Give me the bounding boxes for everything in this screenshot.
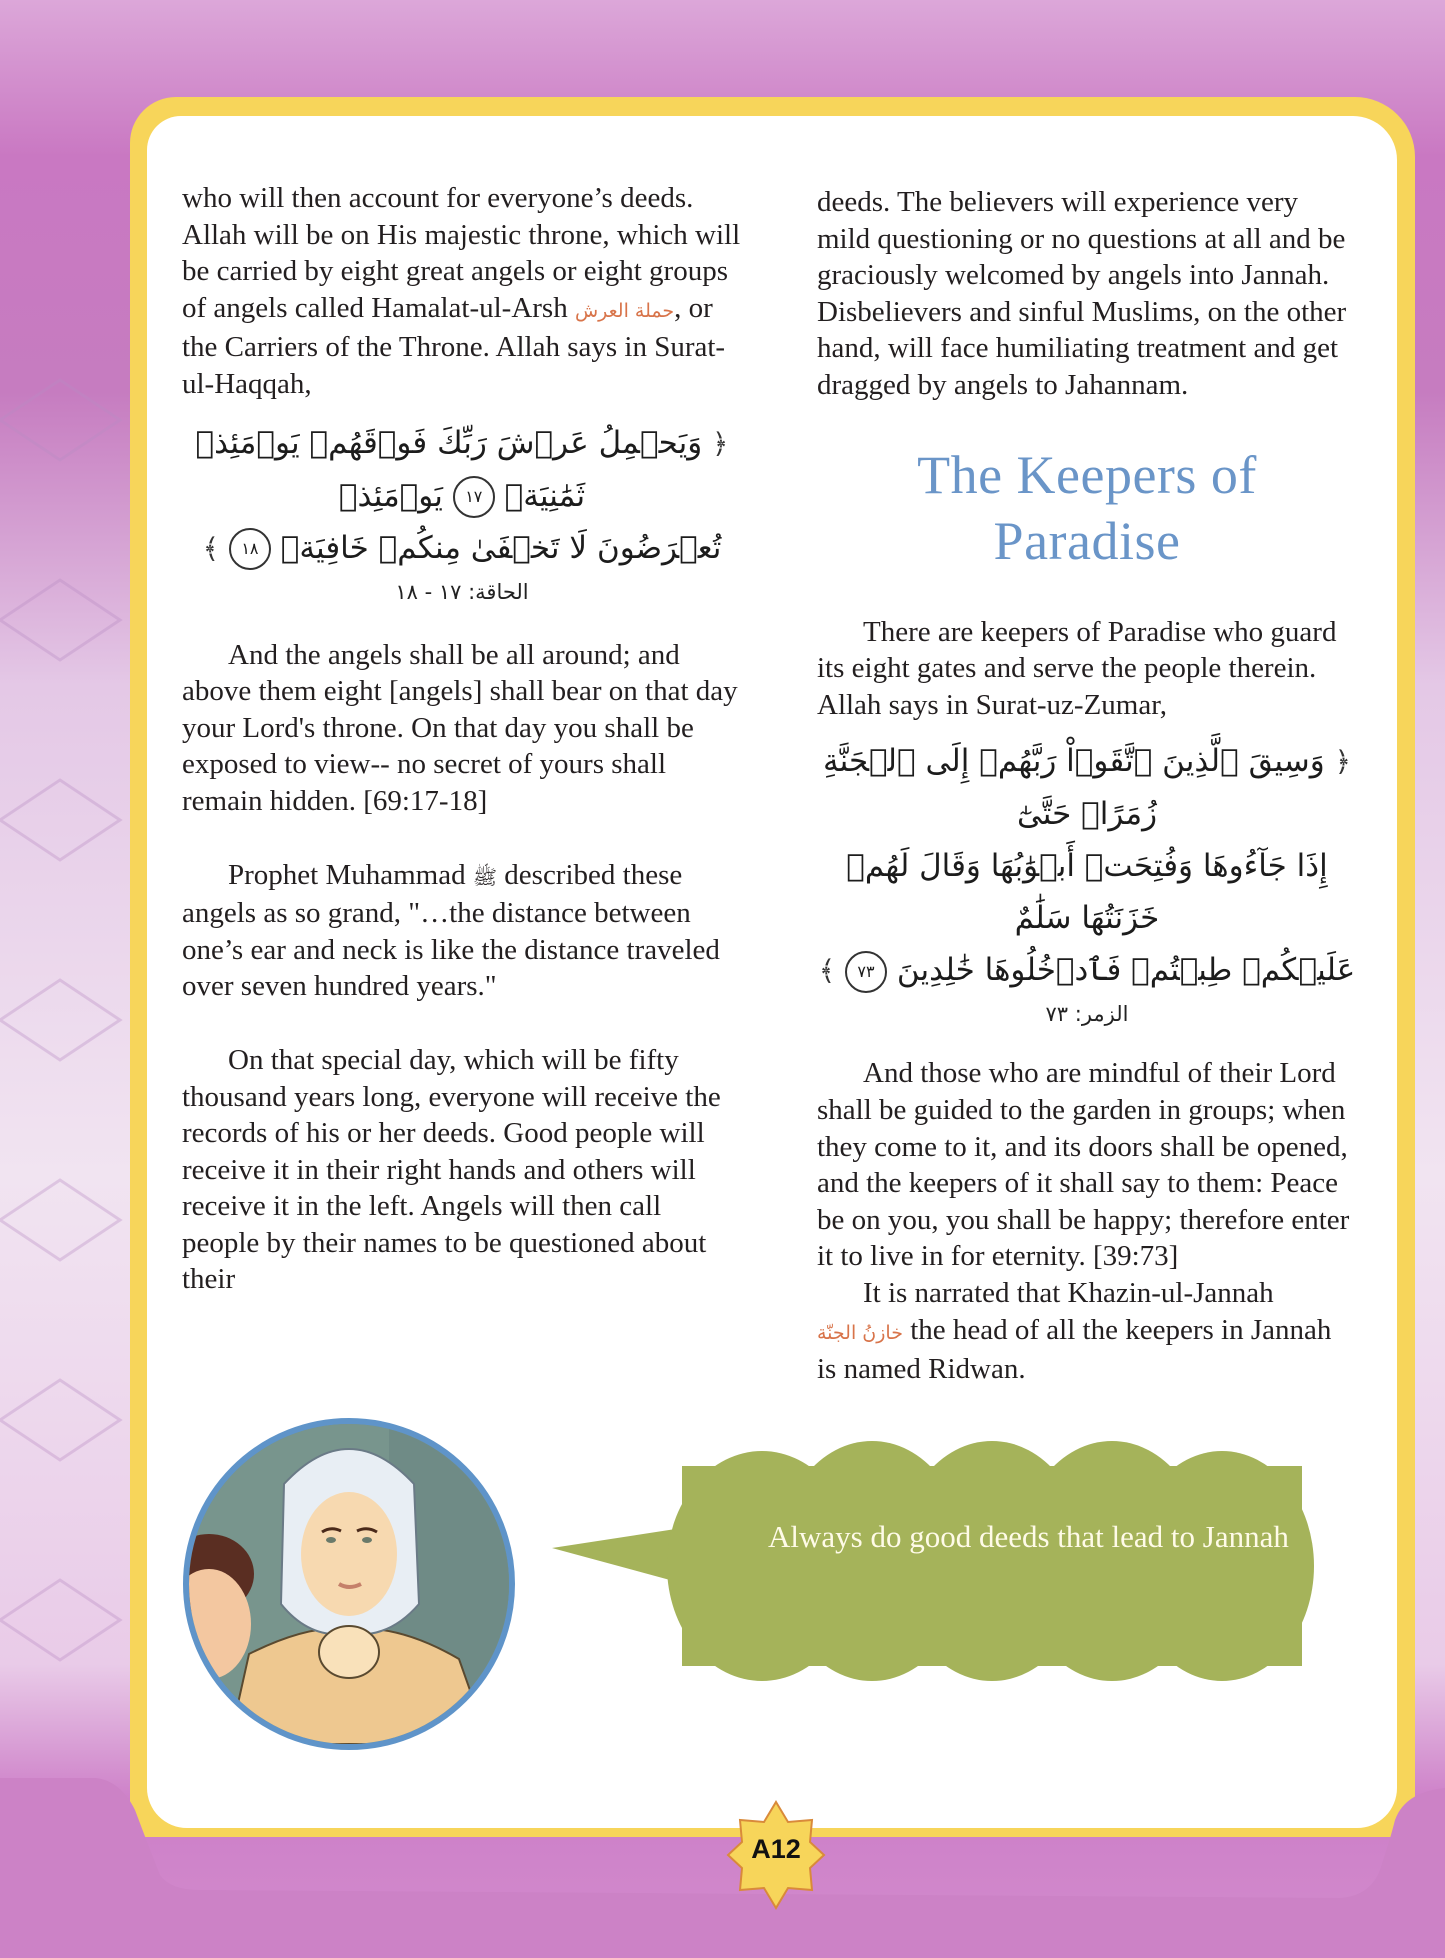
text: , or the Carriers of the Throne. Allah says in Surat-ul-Haqqah, <box>182 291 726 400</box>
text: described these angels as so grand, "…the distance between one’s ear and neck is like the distance traveled over seven hundred years." <box>182 858 720 1003</box>
cloud-bubble-shape <box>552 1436 1352 1696</box>
page-number: A12 <box>751 1834 801 1864</box>
ornate-bracket-icon: ﴿ <box>712 426 729 460</box>
honorific-symbol: ﷺ <box>472 864 498 889</box>
paragraph <box>182 180 742 403</box>
ayah-text: وَسِيقَ ٱلَّذِينَ ٱتَّقَوۡاْ رَبَّهُمۡ إِلَى ٱلۡجَنَّةِ زُمَرًاۖ حَتَّىٰٓ <box>822 743 1325 833</box>
paragraph: It is narrated that Khazin-ul-Jannah <box>863 1276 1274 1309</box>
ayah-text: يَوۡمَئِذٖ <box>338 477 443 514</box>
ayah-text: تُعۡرَضُونَ لَا تَخۡفَىٰ مِنكُمۡ خَافِيَةٞ <box>280 529 722 566</box>
arabic-term-khazin-ul-jannah: خازنُ الجنّة <box>817 1321 903 1344</box>
speech-bubble <box>552 1436 1352 1696</box>
paragraph: There are keepers of Paradise who guard its eight gates and serve the people therein. Allah says in Surat-uz-Zumar, <box>817 615 1337 721</box>
text: who will then account for everyone’s deeds. Allah will be on His majestic throne, which will be carried by eight great angels or eight groups of angels called Hamalat-ul-Arsh <box>182 182 741 324</box>
arabic-term-hamalat-ul-arsh: حملة العرش <box>574 299 675 322</box>
section-heading: The Keepers of Paradise <box>917 444 1257 571</box>
quran-verse-haqqah <box>182 417 742 575</box>
paragraph <box>182 857 742 1005</box>
ayah-text: وَيَحۡمِلُ عَرۡشَ رَبِّكَ فَوۡقَهُمۡ يَوۡمَئِذٖ ثَمَٰنِيَةٞ <box>195 424 703 514</box>
girl-in-hijab-image <box>189 1424 509 1744</box>
verse-number-marker: ١٧ <box>453 476 495 518</box>
quran-verse-zumar <box>817 735 1357 997</box>
verse-number-marker: ١٨ <box>229 528 271 570</box>
ornate-bracket-icon: ﴿ <box>1334 745 1352 779</box>
bottom-band <box>0 1700 1445 1958</box>
left-column <box>182 180 742 1298</box>
paragraph <box>817 1312 1357 1388</box>
speech-bubble-text: Always do good deeds that lead to Jannah <box>768 1519 1289 1554</box>
page-number-badge <box>726 1800 826 1910</box>
ayah-line <box>817 840 1357 944</box>
text: Prophet Muhammad <box>228 858 466 891</box>
ayah-line <box>817 944 1357 997</box>
paragraph: deeds. The believers will experience very mild questioning or no questions at all and be graciously welcomed by angels into Jannah. Disbelievers and sinful Muslims, on the other hand, will face humiliating treatment and get dragged by angels to Jahannam. <box>817 186 1347 401</box>
verse-reference: الزمر: ٧٣ <box>1045 1002 1129 1027</box>
text: the head of all the keepers in Jannah is named Ridwan. <box>817 1313 1332 1386</box>
paragraph: On that special day, which will be fifty thousand years long, everyone will receive the records of his or her deeds. Good people will receive it in their right hands and others will receive it in the left. Angels will then call people by their names to be questioned about their <box>182 1043 721 1296</box>
girl-illustration <box>183 1418 515 1750</box>
paragraph-translation: And those who are mindful of their Lord shall be guided to the garden in groups; when they come to it, and its doors shall be opened, and the keepers of it shall say to them: Peace be on you, you shall be happy; therefore enter it to live in for eternity. [39:73] <box>817 1057 1350 1273</box>
verse-number-marker: ٧٣ <box>845 951 887 993</box>
ayah-line <box>182 522 742 575</box>
ayah-line <box>182 417 742 522</box>
ayah-line <box>817 735 1357 840</box>
right-column <box>817 184 1357 1388</box>
ayah-text: إِذَا جَآءُوهَا وَفُتِحَتۡ أَبۡوَٰبُهَا وَقَالَ لَهُمۡ خَزَنَتُهَا سَلَٰمٌ <box>846 848 1328 937</box>
ayah-text: عَلَيۡكُمۡ طِبۡتُمۡ فَٱدۡخُلُوهَا خَٰلِدِينَ <box>896 952 1356 989</box>
ornate-bracket-icon: ﴾ <box>202 531 220 565</box>
ornate-bracket-icon: ﴾ <box>818 954 836 988</box>
paragraph-translation: And the angels shall be all around; and above them eight [angels] shall bear on that day your Lord's throne. On that day you shall be exposed to view-- no secret of yours shall remain hidden. [69:17-18] <box>182 638 738 817</box>
verse-reference: الحاقة: ١٧ - ١٨ <box>395 579 529 604</box>
